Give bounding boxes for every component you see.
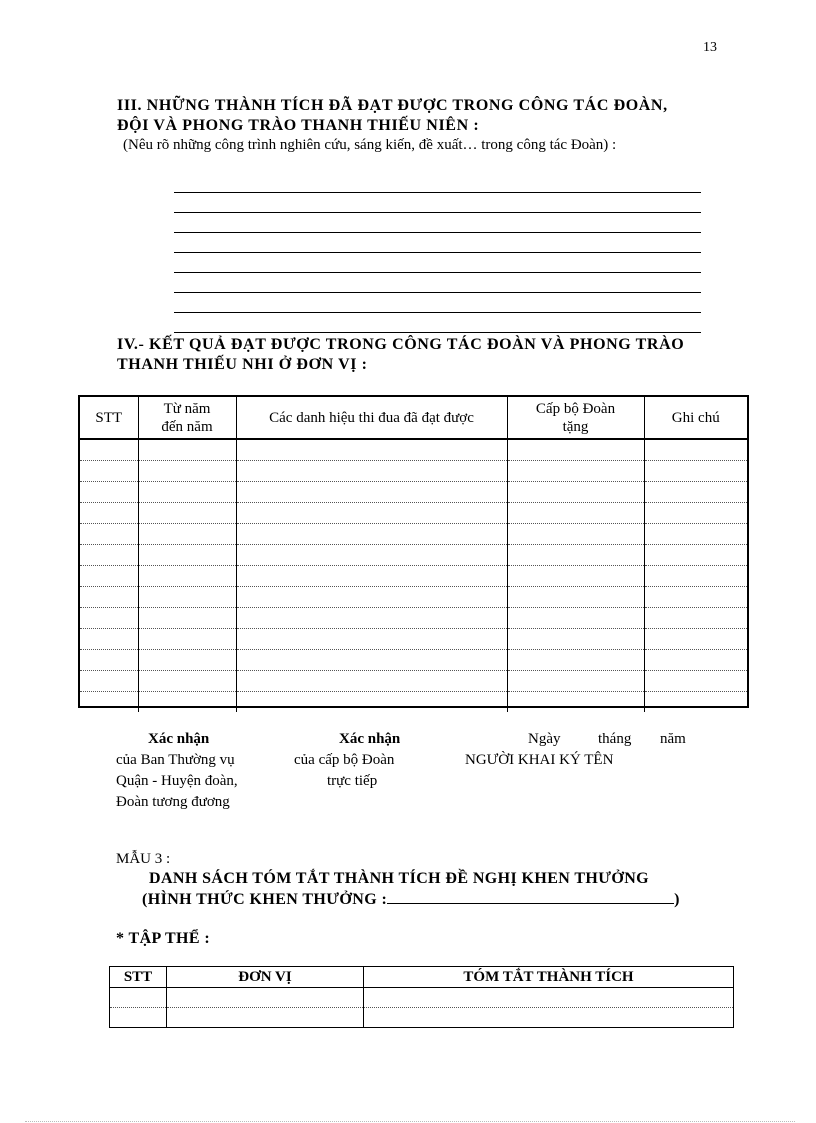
page-bottom-divider <box>25 1121 795 1122</box>
form-3-subtitle-prefix: (HÌNH THỨC KHEN THƯỞNG : <box>142 891 388 908</box>
table-row <box>80 671 747 692</box>
confirm-2-line2: trực tiếp <box>327 773 378 789</box>
table-cell[interactable] <box>80 503 138 524</box>
header-level <box>507 397 644 439</box>
fill-line[interactable] <box>174 312 701 313</box>
table-cell[interactable] <box>507 545 644 566</box>
header-unit: ĐƠN VỊ <box>167 967 364 988</box>
table-cell[interactable] <box>80 482 138 503</box>
table-cell[interactable] <box>167 988 364 1008</box>
date-year: năm <box>660 731 686 747</box>
table-row <box>80 587 747 608</box>
table-cell[interactable] <box>644 650 747 671</box>
table-cell[interactable] <box>236 503 507 524</box>
fill-line[interactable] <box>174 232 701 233</box>
table-cell[interactable] <box>644 671 747 692</box>
table-cell[interactable] <box>644 461 747 482</box>
table-cell[interactable] <box>110 1008 167 1028</box>
table-cell[interactable] <box>138 503 236 524</box>
table-row <box>80 692 747 713</box>
table-row <box>80 482 747 503</box>
table-row <box>110 1008 734 1028</box>
declarant-signature-label: NGƯỜI KHAI KÝ TÊN <box>465 752 614 768</box>
table-cell[interactable] <box>138 545 236 566</box>
table-cell[interactable] <box>138 692 236 713</box>
table-cell[interactable] <box>110 988 167 1008</box>
confirm-1-line2: Quận - Huyện đoàn, <box>116 773 238 789</box>
section-3-heading <box>117 96 668 136</box>
achievements-table <box>78 395 749 708</box>
header-years-line2: đến năm <box>161 418 213 435</box>
table-cell[interactable] <box>644 566 747 587</box>
table-row <box>80 461 747 482</box>
table-cell[interactable] <box>138 461 236 482</box>
fill-line[interactable] <box>174 212 701 213</box>
page-number: 13 <box>703 40 717 55</box>
table-cell[interactable] <box>644 524 747 545</box>
confirm-1-line3: Đoàn tương đương <box>116 794 230 810</box>
section-4-heading-line2: THANH THIẾU NHI Ở ĐƠN VỊ : <box>117 356 368 373</box>
table-cell[interactable] <box>80 650 138 671</box>
table-header-row <box>80 397 747 439</box>
table-cell[interactable] <box>644 545 747 566</box>
table-row <box>80 608 747 629</box>
table-cell[interactable] <box>138 608 236 629</box>
date-day: Ngày <box>528 731 561 747</box>
header-level-line1: Cấp bộ Đoàn <box>535 400 616 417</box>
date-month: tháng <box>598 731 632 747</box>
table-row <box>110 988 734 1008</box>
table-header-row <box>110 967 734 988</box>
table-row <box>80 650 747 671</box>
table-row <box>80 439 747 461</box>
header-summary: TÓM TẮT THÀNH TÍCH <box>364 967 734 988</box>
table-cell[interactable] <box>80 692 138 713</box>
table-cell[interactable] <box>507 671 644 692</box>
table-cell[interactable] <box>507 524 644 545</box>
table-cell[interactable] <box>507 587 644 608</box>
header-years <box>138 397 236 439</box>
table-cell[interactable] <box>236 587 507 608</box>
table-cell[interactable] <box>507 650 644 671</box>
table-cell[interactable] <box>138 671 236 692</box>
section-3-heading-line1: III. NHỮNG THÀNH TÍCH ĐÃ ĐẠT ĐƯỢC TRONG CÔNG TÁC ĐOÀN, <box>117 97 668 114</box>
fill-line[interactable] <box>174 272 701 273</box>
table-cell[interactable] <box>507 629 644 650</box>
table-cell[interactable] <box>167 1008 364 1028</box>
table-cell[interactable] <box>236 439 507 461</box>
table-cell[interactable] <box>644 587 747 608</box>
table-cell[interactable] <box>80 671 138 692</box>
header-stt: STT <box>110 967 167 988</box>
table-cell[interactable] <box>644 692 747 713</box>
table-cell[interactable] <box>507 439 644 461</box>
form-3-subtitle <box>142 889 680 910</box>
table-cell[interactable] <box>138 439 236 461</box>
section-4-heading <box>117 335 684 375</box>
table-cell[interactable] <box>236 482 507 503</box>
confirm-2-line1: của cấp bộ Đoàn <box>294 752 395 768</box>
table-cell[interactable] <box>507 566 644 587</box>
table-cell[interactable] <box>644 482 747 503</box>
header-years-line1: Từ năm <box>163 400 211 417</box>
table-cell[interactable] <box>507 461 644 482</box>
header-stt: STT <box>80 397 138 439</box>
form-3-label: MẪU 3 : <box>116 851 171 867</box>
table-cell[interactable] <box>138 566 236 587</box>
table-cell[interactable] <box>80 439 138 461</box>
group-label: * TẬP THỂ : <box>116 930 211 947</box>
table-cell[interactable] <box>644 439 747 461</box>
table-cell[interactable] <box>80 461 138 482</box>
section-3-note: (Nêu rõ những công trình nghiên cứu, sáng kiến, đề xuất… trong công tác Đoàn) : <box>123 137 617 153</box>
section-3-heading-line2: ĐỘI VÀ PHONG TRÀO THANH THIẾU NIÊN : <box>117 117 480 134</box>
table-cell[interactable] <box>80 629 138 650</box>
table-cell[interactable] <box>507 482 644 503</box>
table-cell[interactable] <box>236 671 507 692</box>
section-4-heading-line1: IV.- KẾT QUẢ ĐẠT ĐƯỢC TRONG CÔNG TÁC ĐOÀN VÀ PHONG TRÀO <box>117 336 685 353</box>
table-cell[interactable] <box>507 608 644 629</box>
table-cell[interactable] <box>236 524 507 545</box>
table-cell[interactable] <box>644 629 747 650</box>
table-cell[interactable] <box>236 650 507 671</box>
confirm-1-title: Xác nhận <box>148 731 210 747</box>
header-level-line2: tặng <box>562 418 589 435</box>
table-cell[interactable] <box>138 650 236 671</box>
table-cell[interactable] <box>507 503 644 524</box>
table-cell[interactable] <box>80 545 138 566</box>
fill-line[interactable] <box>174 292 701 293</box>
collective-achievements-table <box>109 966 734 1028</box>
fill-line[interactable] <box>174 192 701 193</box>
table-cell[interactable] <box>507 692 644 713</box>
table-cell[interactable] <box>80 524 138 545</box>
award-form-field[interactable] <box>387 889 674 904</box>
header-note: Ghi chú <box>644 397 747 439</box>
table-cell[interactable] <box>138 482 236 503</box>
table-cell[interactable] <box>138 629 236 650</box>
table-cell[interactable] <box>236 545 507 566</box>
header-titles: Các danh hiệu thi đua đã đạt được <box>236 397 507 439</box>
table-cell[interactable] <box>236 692 507 713</box>
table-row <box>80 545 747 566</box>
form-3-subtitle-suffix: ) <box>674 891 680 908</box>
table-row <box>80 524 747 545</box>
table-row <box>80 566 747 587</box>
table-cell[interactable] <box>364 988 734 1008</box>
table-cell[interactable] <box>644 503 747 524</box>
table-cell[interactable] <box>80 608 138 629</box>
table-cell[interactable] <box>80 587 138 608</box>
form-3-title: DANH SÁCH TÓM TẮT THÀNH TÍCH ĐỀ NGHỊ KHEN THƯỞNG <box>149 870 650 887</box>
confirm-1-line1: của Ban Thường vụ <box>116 752 235 768</box>
table-cell[interactable] <box>644 608 747 629</box>
table-cell[interactable] <box>364 1008 734 1028</box>
table-cell[interactable] <box>236 608 507 629</box>
fill-line[interactable] <box>174 252 701 253</box>
table-cell[interactable] <box>236 566 507 587</box>
table-cell[interactable] <box>80 566 138 587</box>
fill-line[interactable] <box>174 332 701 333</box>
table-cell[interactable] <box>138 587 236 608</box>
table-cell[interactable] <box>236 461 507 482</box>
table-cell[interactable] <box>138 524 236 545</box>
table-row <box>80 629 747 650</box>
confirm-2-title: Xác nhận <box>339 731 401 747</box>
table-row <box>80 503 747 524</box>
table-cell[interactable] <box>236 629 507 650</box>
